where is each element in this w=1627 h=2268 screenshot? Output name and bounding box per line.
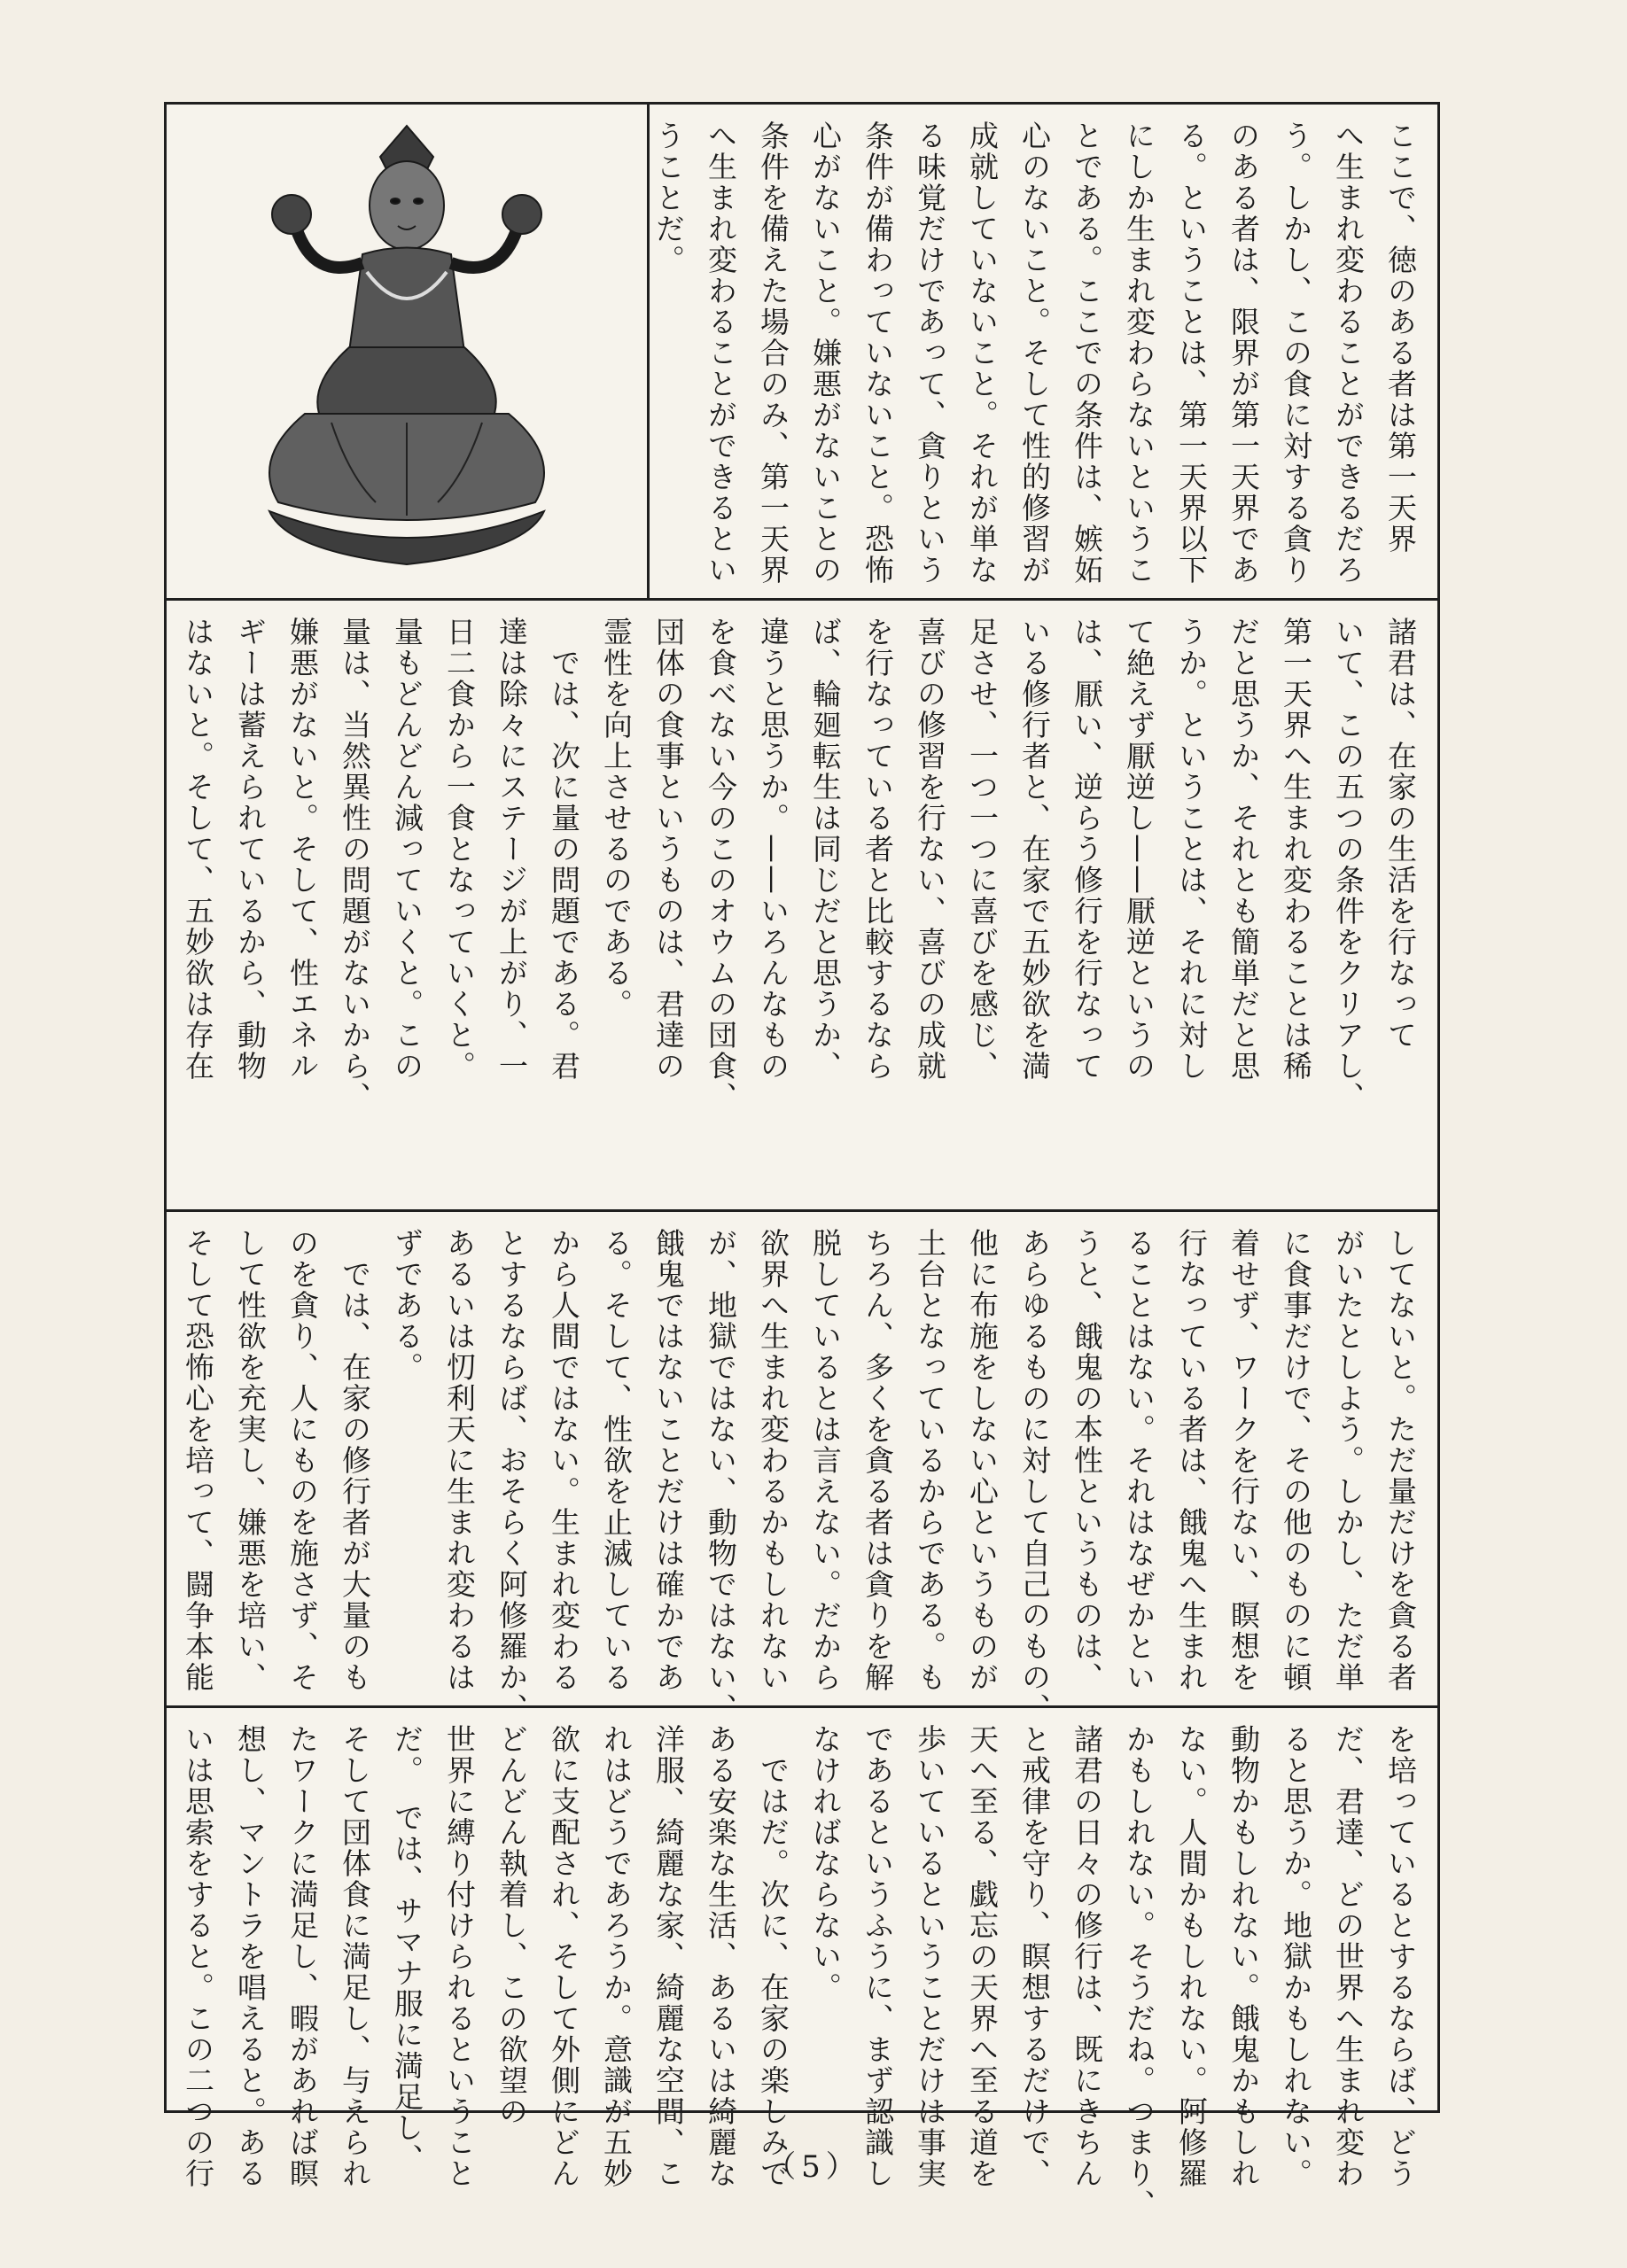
page-frame	[164, 102, 1440, 2220]
page-number: （5）	[766, 2149, 861, 2185]
text-block-2: 諸君は、在家の生活を行なって いて、この五つの条件をクリアし、 第一天界へ生まれ変わることは稀 だと思うか、それとも簡単だと思 うか。ということは、それに対し て絶えず厭逆し——厭逆というの は、厭い、逆らう修行を行なって いる修行者と、在家で五妙欲を満 足させ、一つ一つに喜びを感じ、 喜びの修習を行ない、喜びの成就 を行なっている者と比較するなら ば、輪廻転生は同じだと思うか、 違うと思うか。——いろんなもの を食べない今のこのオウムの団食、 団体の食事というものは、君達の 霊性を向上させるのである。 では、次に量の問題である。君 達は除々にステージが上がり、一 日二食から一食となっていくと。 量もどんどん減っていくと。この 量は、当然異性の問題がないから、 嫌悪がないと。そして、性エネル ギーは蓄えられているから、動物 はないと。そして、五妙欲は存在	[181, 617, 1418, 1113]
text-block-1: ここで、徳のある者は第一天界 へ生まれ変わることができるだろ う。しかし、この食に対する貪り のある者は、限界が第一天界であ る。ということは、第一天界以下 にしか生まれ変わらないというこ とである。ここでの条件は、嫉妬 心のないこと。そして性的修習が 成就していないこと。それが単な る味覚だけであって、貪りという 条件が備わっていないこと。恐怖 心がないこと。嫌悪がないことの 条件を備えた場合のみ、第一天界 へ生まれ変わることができるとい うことだ。	[651, 120, 1418, 586]
goddess-on-lotus-icon	[199, 121, 615, 582]
section-1	[167, 105, 1437, 601]
illustration-panel	[167, 105, 650, 598]
section-2	[167, 601, 1437, 1212]
section-3	[167, 1212, 1437, 1724]
text-block-3: してないと。ただ量だけを貪る者 がいたとしよう。しかし、ただ単 に食事だけで、その他のものに頓 着せず、ワークを行ない、瞑想を 行なっている者は、餓鬼へ生まれ ることはない。それはなぜかとい うと、餓鬼の本性というものは、 あらゆるものに対して自己のもの、 他に布施をしない心というものが 土台となっているからである。も ちろん、多くを貪る者は貪りを解 脱しているとは言えない。だから 欲界へ生まれ変わるかもしれない が、地獄ではない、動物ではない、 餓鬼ではないことだけは確かであ る。そして、性欲を止滅している から人間ではない。生まれ変わる とするならば、おそらく阿修羅か、 あるいは忉利天に生まれ変わるは ずである。 では、在家の修行者が大量のも のを貪り、人にものを施さず、そ して性欲を充実し、嫌悪を培い、 そして恐怖心を培って、闘争本能	[181, 1228, 1418, 1724]
text-block-4: を培っているとするならば、どう だ、君達、どの世界へ生まれ変わ ると思うか。地獄かもしれない。 動物かもしれない。餓鬼かもしれ ない。人間かもしれない。阿修羅 かもしれない。そうだね。つまり、 諸君の日々の修行は、既にきちん と戒律を守り、瞑想するだけで、 天へ至る、戯忘の天界へ至る道を 歩いているということだけは事実 であるというふうに、まず認識し なければならない。 ではだ。次に、在家の楽しみで ある安楽な生活、あるいは綺麗な 洋服、綺麗な家、綺麗な空間、こ れはどうであろうか。意識が五妙 欲に支配され、そして外側にどん どんどん執着し、この欲望の 世界に縛り付けられるということ だ。 では、サマナ服に満足し、 そして団体食に満足し、与えられ たワークに満足し、暇があれば瞑 想し、マントラを唱えると。ある いは思索をすると。この二つの行	[181, 1724, 1418, 2220]
section-4	[167, 1708, 1437, 2220]
